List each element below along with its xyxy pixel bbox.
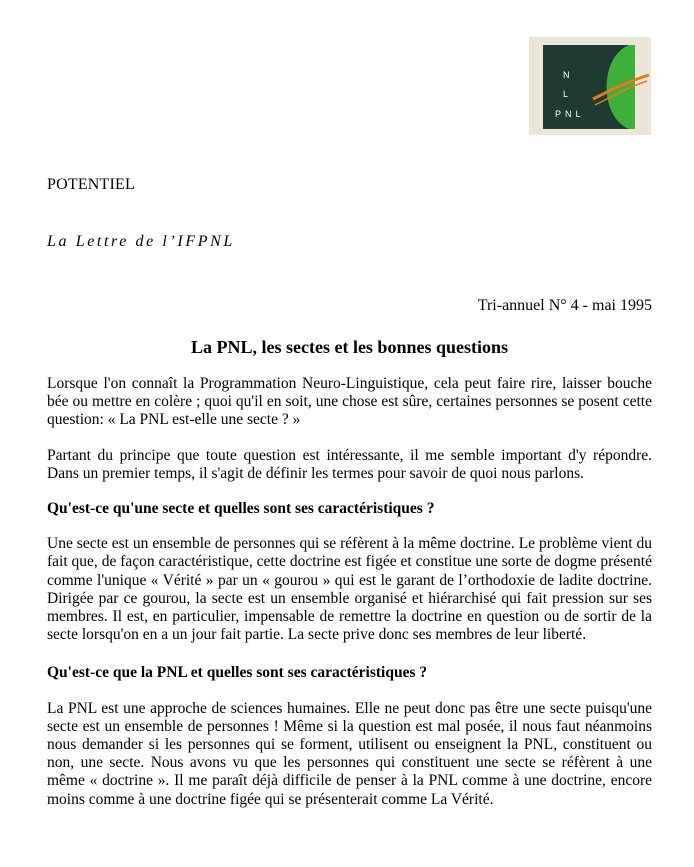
paragraph-intro: Lorsque l'on connaît la Programmation Neuro-Linguistique, cela peut faire rire, laisser bouche bée ou mettre en colère ; quoi qu'il en soit, une chose est sûre, certaines personnes se posent cette question: « La PNL est-elle une secte ? » xyxy=(47,375,652,429)
paragraph-pnl-definition: La PNL est une approche de sciences humaines. Elle ne peut donc pas être une secte puisqu'une secte est un ensemble de personnes ! Même si la question est mal posée, il nous faut néanmoins nous demander si les personnes qui se forment, utilisent ou enseignent la PNL, constituent ou non, une secte. Nous avons vu que les personnes qui constituent une secte se réfèrent à une même « doctrine ». Il me paraît déjà difficile de penser à la PNL comme à une doctrine, encore moins comme à une doctrine figée qui se présenterait comme La Vérité. xyxy=(47,699,652,808)
logo-letter-n: N xyxy=(563,70,572,80)
paragraph-sect-definition: Une secte est un ensemble de personnes qui se réfèrent à la même doctrine. Le problème vient du fait que, de façon caractéristique, cette doctrine est figée et constitue une sorte de dogme présenté comme l'unique « Vérité » par un « gourou » qui est le garant de l’orthodoxie de ladite doctrine. Dirigée par ce gourou, la secte est un ensemble organisé et hiérarchisé qui fait pression sur ses membres. Il est, en particulier, impensable de remettre la doctrine en question ou de sortir de la secte lorsqu'on en a un jour fait partie. La secte prive donc ses membres de leur liberté. xyxy=(47,535,652,644)
article xyxy=(47,336,652,826)
heading-what-is-sect: Qu'est-ce qu'une secte et quelles sont ses caractéristiques ? xyxy=(47,500,435,518)
issue-info: Tri-annuel N° 4 - mai 1995 xyxy=(477,297,652,314)
heading-what-is-pnl: Qu'est-ce que la PNL et quelles sont ses caractéristiques ? xyxy=(47,664,428,682)
paragraph-principle: Partant du principe que toute question est intéressante, il me semble important d'y répondre. Dans un premier temps, il s'agit de définir les termes pour savoir de quoi nous parlons. xyxy=(47,446,652,482)
article-title: La PNL, les sectes et les bonnes questions xyxy=(190,337,508,357)
logo-letter-l: L xyxy=(563,89,571,99)
logo-graphic xyxy=(529,37,651,135)
newsletter-subtitle: La Lettre de l’IFPNL xyxy=(47,233,235,250)
newsletter-title: POTENTIEL xyxy=(47,176,136,193)
logo-letters-pnl: PNL xyxy=(555,109,585,119)
ifpnl-logo xyxy=(529,37,651,135)
